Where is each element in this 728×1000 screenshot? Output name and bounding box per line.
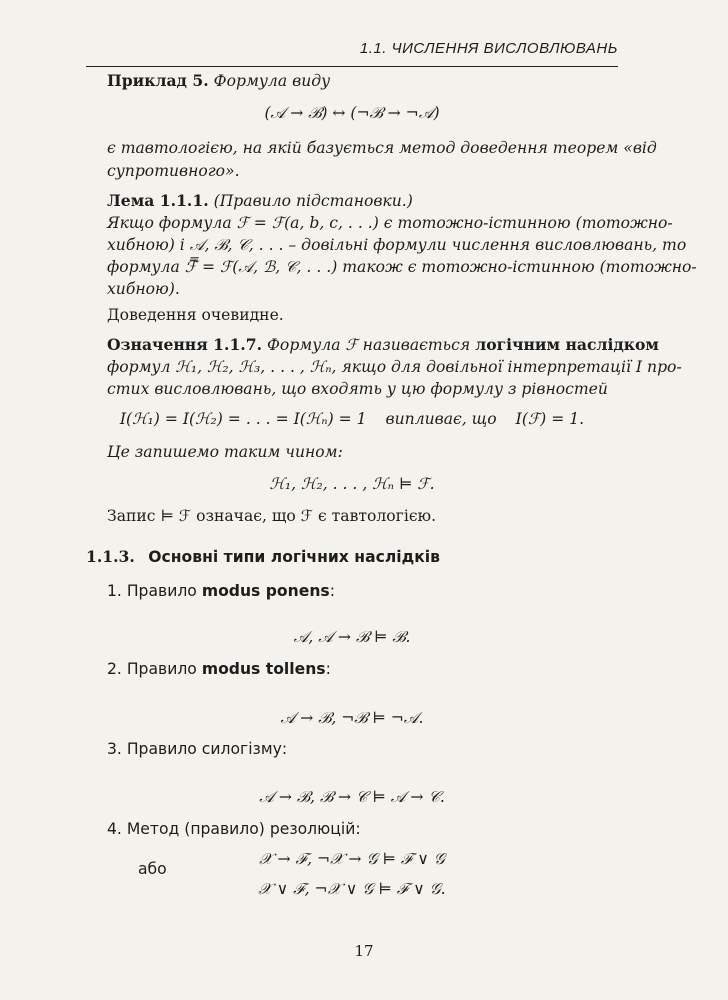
rule-item-1-term: modus ponens: [201, 582, 330, 600]
definition-formula-mid: випливає, що: [385, 410, 497, 428]
rule-item-1-suffix: :: [329, 582, 335, 600]
rule-item-1: [107, 580, 335, 602]
lemma-line4: хибною).: [107, 280, 180, 298]
example5-cont-line1: є тавтологією, на якій базується метод доведення теорем «від: [107, 139, 657, 157]
lemma-line2: хибною) і 𝒜, ℬ, 𝒞, . . . – довільні формули числення висловлювань, то: [107, 236, 687, 254]
header-rule: [86, 66, 618, 67]
rule-item-3: [107, 738, 287, 760]
definition-formula-left: I(ℋ₁) = I(ℋ₂) = . . . = I(ℋₙ) = 1: [119, 410, 367, 428]
formula-last: 𝒳 ∨ ℱ, ¬𝒳 ∨ 𝒢 ⊨ ℱ ∨ 𝒢.: [258, 880, 446, 898]
section-heading: [86, 546, 440, 568]
lemma-heading: [107, 190, 413, 212]
definition-term: логічним наслідком: [475, 335, 659, 354]
example5-formula: (𝒜 → ℬ) ↔ (¬ℬ → ¬𝒜): [264, 104, 440, 122]
lemma-title: (Правило підстановки.): [213, 192, 413, 210]
example5-heading: [107, 70, 330, 92]
rule-item-3-formula: 𝒜 → ℬ, ℬ → 𝒞 ⊨ 𝒜 → 𝒞.: [259, 788, 445, 806]
definition-remark: Запис ⊨ ℱ означає, що ℱ є тавтологією.: [107, 507, 437, 525]
definition-formula2: ℋ₁, ℋ₂, . . . , ℋₙ ⊨ ℱ.: [269, 475, 435, 493]
running-title: 1.1. ЧИСЛЕННЯ ВИСЛОВЛЮВАНЬ: [359, 40, 618, 57]
definition-line3: стих висловлювань, що входять у цю формулу з рівностей: [107, 380, 608, 398]
lemma-label: Лема 1.1.1.: [107, 191, 209, 210]
lemma-line3: формула ℱ̿ = ℱ(𝒜, ℬ, 𝒞, . . .) також є тотожно-істинною (тотожно-: [107, 258, 697, 276]
or-word: або: [138, 860, 167, 878]
rule-item-2-suffix: :: [325, 660, 331, 678]
rule-item-2-term: modus tollens: [201, 660, 326, 678]
rule-item-2: [107, 658, 331, 680]
definition-line1-text: Формула ℱ називається: [266, 336, 471, 354]
section-number: 1.1.3.: [86, 547, 135, 566]
definition-label: Означення 1.1.7.: [107, 335, 263, 354]
definition-note: Це запишемо таким чином:: [107, 443, 343, 461]
lemma-proof: Доведення очевидне.: [107, 306, 284, 324]
example5-text: Формула виду: [213, 72, 331, 90]
definition-formula-right: I(ℱ) = 1.: [515, 410, 585, 428]
lemma-line1: Якщо формула ℱ = ℱ(a, b, c, . . .) є тотожно-істинною (тотожно-: [107, 214, 673, 232]
rule-item-3-prefix: 3. Правило силогізму:: [107, 740, 288, 758]
rule-item-2-formula: 𝒜 → ℬ, ¬ℬ ⊨ ¬𝒜.: [280, 709, 424, 727]
definition-formula: [86, 408, 618, 430]
rule-item-2-prefix: 2. Правило: [107, 660, 197, 678]
section-title: Основні типи логічних наслідків: [148, 548, 440, 566]
page-number: 17: [354, 942, 374, 960]
definition-line1: [107, 334, 659, 356]
example5-label: Приклад 5.: [107, 71, 209, 90]
rule-item-1-prefix: 1. Правило: [107, 582, 197, 600]
rule-item-4-formula: 𝒳 → ℱ, ¬𝒳 → 𝒢 ⊨ ℱ ∨ 𝒢: [259, 850, 445, 868]
rule-item-1-formula: 𝒜, 𝒜 → ℬ ⊨ ℬ.: [293, 628, 411, 646]
example5-cont-line2: супротивного».: [107, 162, 240, 180]
rule-item-4: [107, 818, 361, 840]
running-header: [86, 40, 618, 66]
rule-item-4-prefix: 4. Метод (правило) резолюцій:: [107, 820, 361, 838]
definition-line2: формул ℋ₁, ℋ₂, ℋ₃, . . . , ℋₙ, якщо для довільної інтерпретації I про-: [107, 358, 682, 376]
